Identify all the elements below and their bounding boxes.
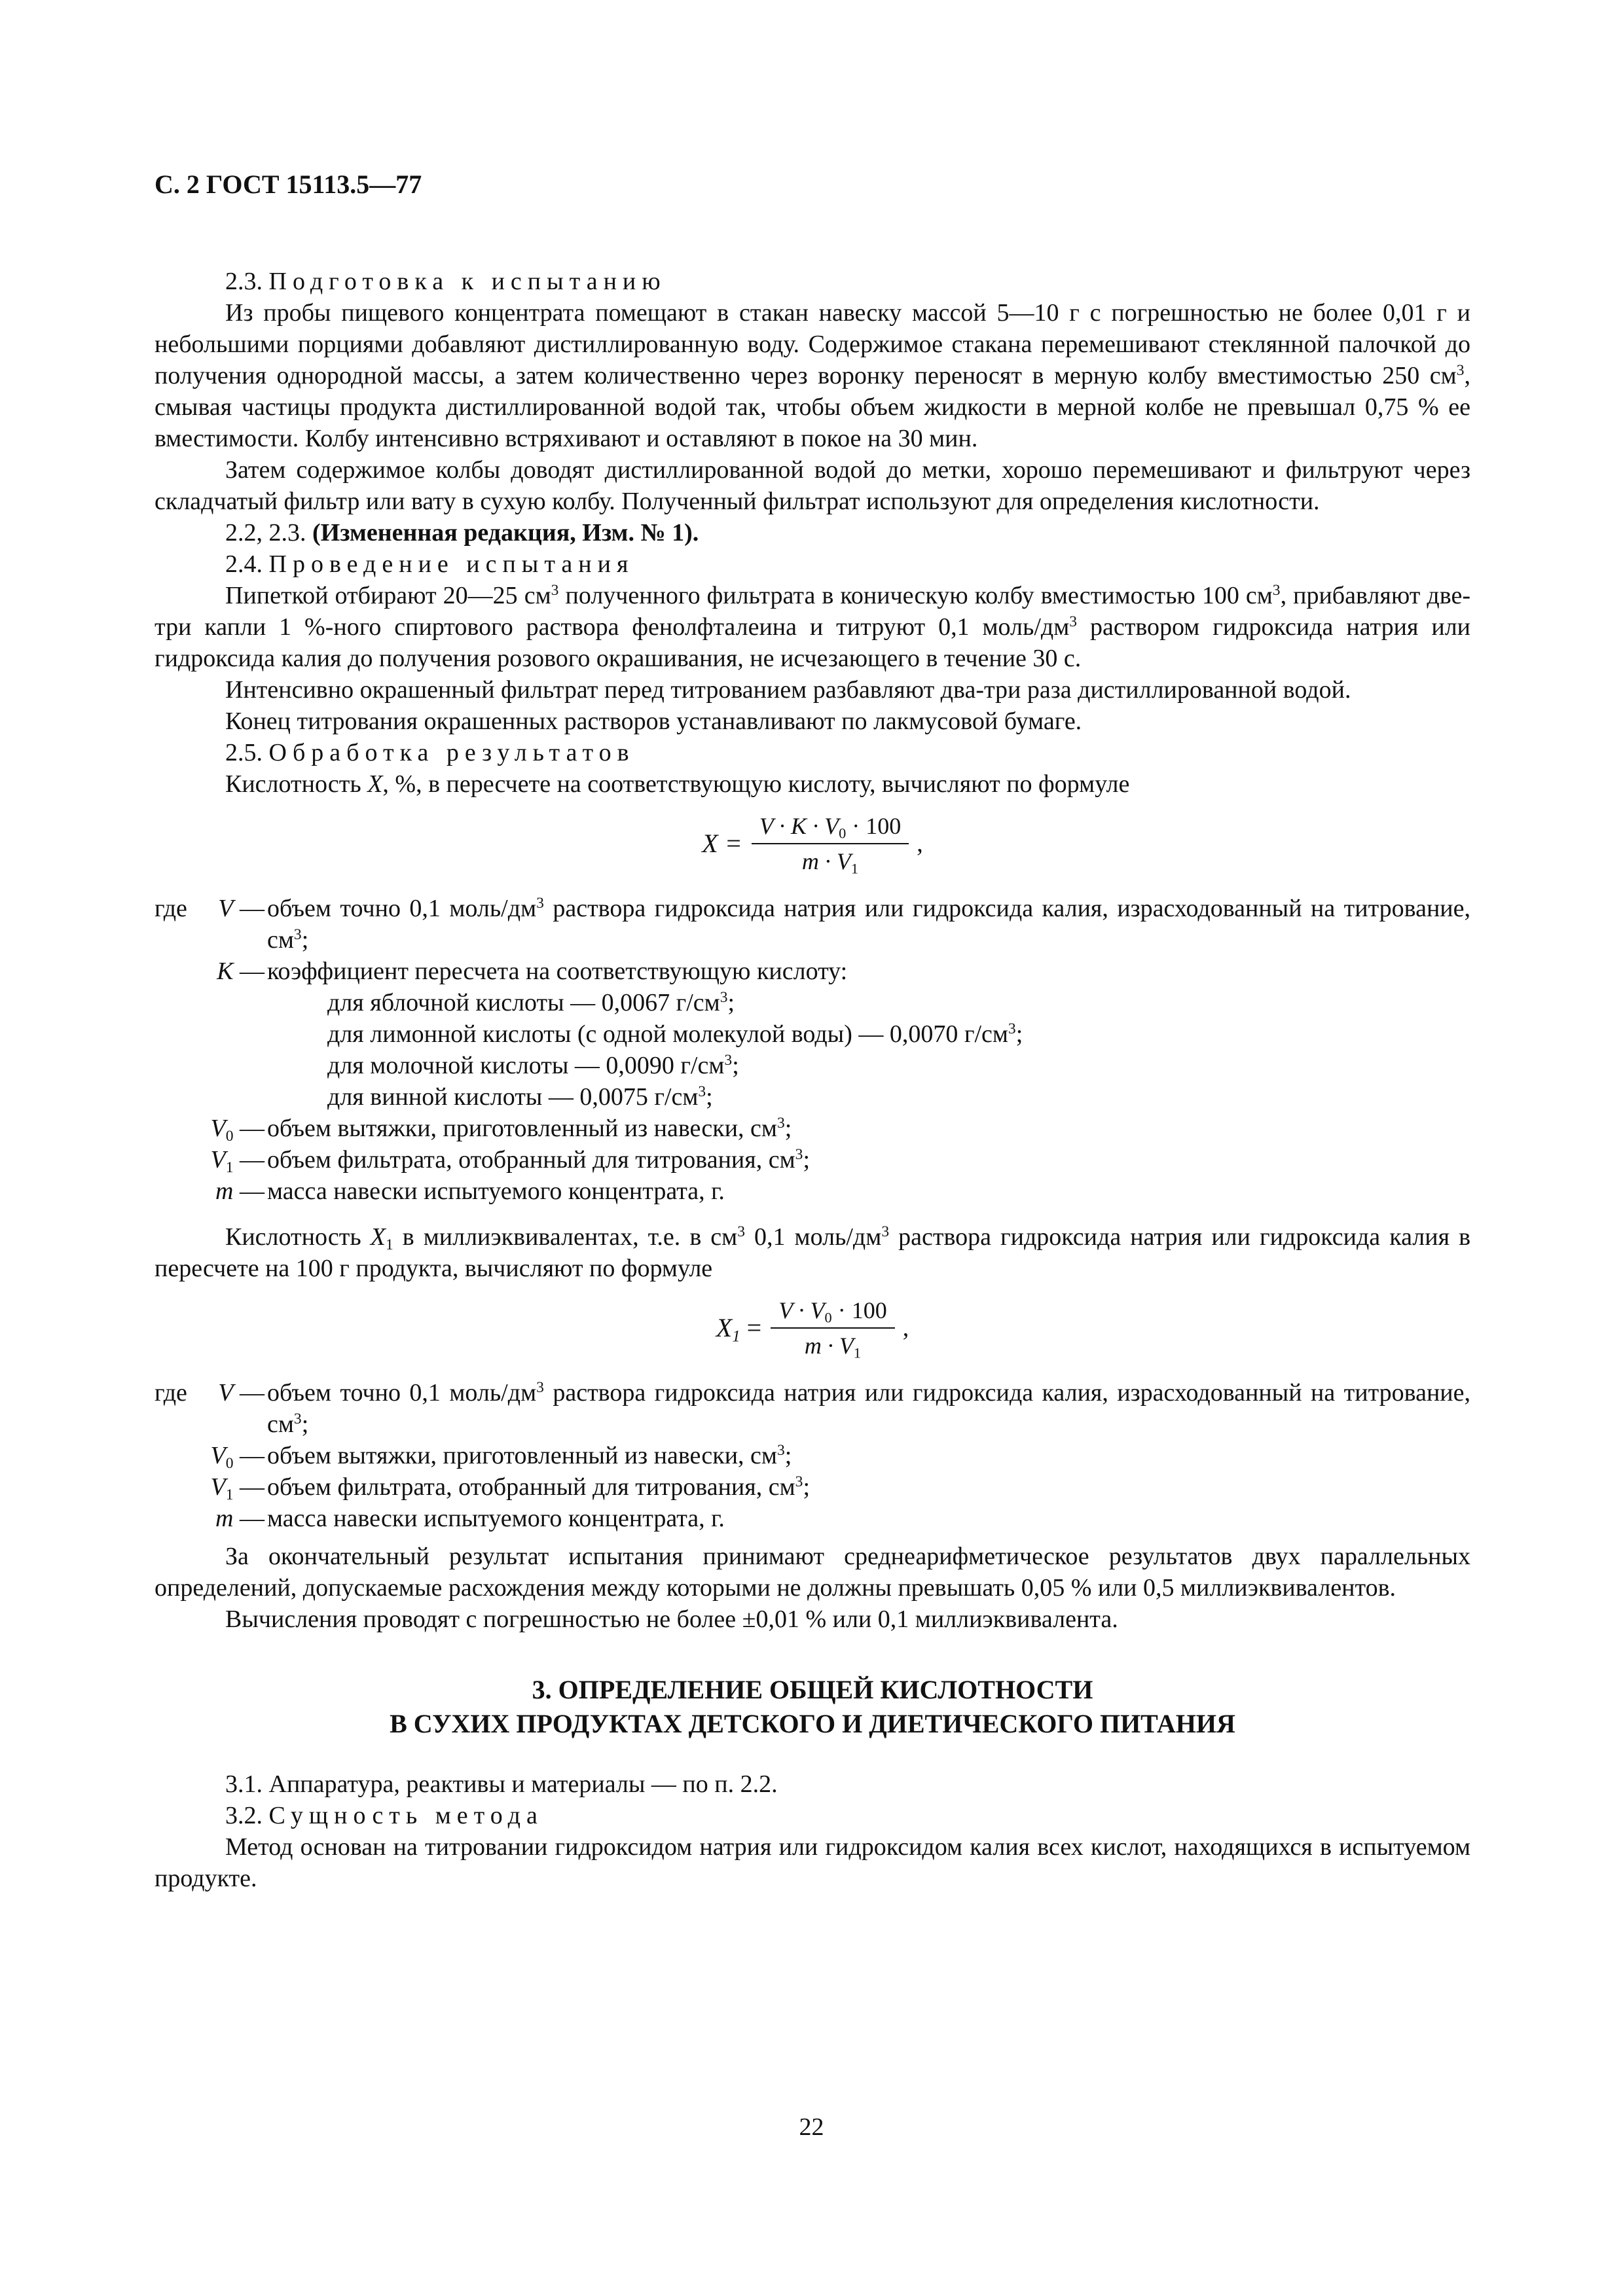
subsection-title: Обработка результатов [268, 739, 635, 766]
subsection-2-3-heading [155, 266, 1470, 297]
section-3-heading: 3. ОПРЕДЕЛЕНИЕ ОБЩЕЙ КИСЛОТНОСТИ В СУХИХ ПРОДУКТАХ ДЕТСКОГО И ДИЕТИЧЕСКОГО ПИТАНИЯ [390, 1675, 1235, 1738]
definition-v1: $V_1$ — объем фильтрата, отобранный для титрования, $см^3$; [210, 1146, 810, 1177]
subsection-title: Проведение испытания [268, 550, 634, 578]
subsection-number: 2.5. [225, 739, 269, 766]
definition-v1: $V_1$ — объем фильтрата, отобранный для титрования, $см^3$; [210, 1473, 810, 1504]
paragraph: Вычисления проводят с погрешностью не более ±0,01 % или 0,1 миллиэквивалента. [225, 1605, 1118, 1633]
definition-k: K — коэффициент пересчета на соответствующую кислоту: для яблочной кислоты — 0,0067 $г/см^3$; для лимонной кислоты (с одной молекулой воды) — 0,0070 $г/см^3$; для молочной кислоты — 0,0090 $г/см^3$; для винной кислоты — 0,0075 $г/см^3$; [155, 956, 1470, 1113]
formula-1-definitions [155, 893, 1470, 1207]
paragraph: Из пробы пищевого концентрата помещают в стакан навеску массой 5—10 г с погрешностью не более 0,01 г и небольшими порциями добавляют дистиллированную воду. Содержимое стакана перемешивают стеклянной палочкой до получения однородной массы, а затем количественно через воронку переносят в мерную колбу вместимостью 250 $см^3$, смывая частицы продукта дистиллированной водой так, чтобы объем жидкости в мерной колбе не превышал 0,75 % ее вместимости. Колбу интенсивно встряхивают и оставляют в покое на 30 мин. [155, 299, 1470, 452]
paragraph: Затем содержимое колбы доводят дистиллированной водой до метки, хорошо перемешивают и фильтруют через складчатый фильтр или вату в сухую колбу. Полученный фильтрат используют для определения кислотности. [155, 456, 1470, 515]
formula-numerator: $V \cdot K \cdot V_0 \cdot 100$ [759, 813, 902, 842]
formula-2-definitions [155, 1377, 1470, 1534]
acidity-formula: X = $\frac{V \cdot K \cdot V_0 \cdot 100}{m \cdot V_1}$ , [702, 813, 923, 877]
formula-numerator: $V \cdot V_0 \cdot 100$ [778, 1297, 887, 1326]
subsection-2-5-heading [155, 737, 1470, 768]
list-item: для яблочной кислоты — 0,0067 $г/см^3$; [327, 989, 735, 1016]
page-header: С. 2 ГОСТ 15113.5—77 [155, 170, 422, 199]
subsection-number: 3.2. [225, 1802, 269, 1829]
paragraph: 3.1. Аппаратура, реактивы и материалы — по п. 2.2. [225, 1770, 778, 1798]
list-item: для лимонной кислоты (с одной молекулой воды) — 0,0070 $г/см^3$; [327, 1020, 1023, 1048]
formula-fraction [752, 812, 909, 876]
list-item: для молочной кислоты — 0,0090 $г/см^3$; [327, 1052, 739, 1079]
subsection-title: Сущность метода [268, 1802, 543, 1829]
paragraph: Пипеткой отбирают 20—25 $см^3$ полученного фильтрата в коническую колбу вместимостью 100 $см^3$, прибавляют две-три капли 1 %-ного спиртового раствора фенолфталеина и титруют 0,1 моль/$дм^3$ раствором гидроксида натрия или гидроксида калия до получения розового окрашивания, не исчезающего в течение 30 с. [155, 582, 1470, 672]
paragraph: Кислотность $X_1$ в миллиэквивалентах, т.е. в $см^3$ 0,1 моль/$дм^3$ раствора гидроксида натрия или гидроксида калия в пересчете на 100 г продукта, вычисляют по формуле [155, 1223, 1471, 1282]
subsection-3-2-heading [155, 1800, 1470, 1831]
acidity-meq-formula: $X_1$ = $\frac{V \cdot V_0 \cdot 100}{m \cdot V_1}$ , [716, 1297, 909, 1361]
definition-v: где V — объем точно 0,1 моль/$дм^3$ раствора гидроксида натрия или гидроксида калия, израсходованный на титрование, $см^3$; [155, 895, 1470, 954]
paragraph: Метод основан на титровании гидроксидом натрия или гидроксидом калия всех кислот, находящихся в испытуемом продукте. [155, 1833, 1470, 1892]
acid-coefficients-list [267, 987, 1470, 1113]
paragraph: За окончательный результат испытания принимают среднеарифметическое результатов двух параллельных определений, допускаемые расхождения между которыми не должны превышать 0,05 % или 0,5 миллиэквивалентов. [155, 1543, 1470, 1602]
definition-m: m — масса навески испытуемого концентрата, г. [215, 1505, 725, 1532]
paragraph: Интенсивно окрашенный фильтрат перед титрованием разбавляют два-три раза дистиллированной водой. [225, 676, 1351, 704]
definition-m: m — масса навески испытуемого концентрата, г. [215, 1177, 725, 1205]
formula-fraction [771, 1296, 895, 1360]
formula-denominator: $m \cdot V_1$ [801, 848, 859, 877]
amendment-note: 2.2, 2.3. (Измененная редакция, Изм. № 1). [225, 519, 699, 547]
subsection-number: 2.3. [225, 268, 269, 295]
formula-denominator: $m \cdot V_1$ [804, 1333, 862, 1361]
list-item: для винной кислоты — 0,0075 $г/см^3$; [327, 1083, 713, 1111]
subsection-2-4-heading [155, 548, 1470, 580]
subsection-number: 2.4. [225, 550, 269, 578]
paragraph: Конец титрования окрашенных растворов устанавливают по лакмусовой бумаге. [225, 708, 1082, 735]
document-body [155, 169, 1470, 1894]
definition-v: где V — объем точно 0,1 моль/$дм^3$ раствора гидроксида натрия или гидроксида калия, израсходованный на титрование, $см^3$; [155, 1379, 1470, 1438]
subsection-title: Подготовка к испытанию [268, 268, 666, 295]
definition-v0: $V_0$ — объем вытяжки, приготовленный из навески, $см^3$; [210, 1115, 792, 1145]
page-number: 22 [799, 2113, 824, 2141]
definition-v0: $V_0$ — объем вытяжки, приготовленный из навески, $см^3$; [210, 1442, 792, 1473]
paragraph: Кислотность X, %, в пересчете на соответствующую кислоту, вычисляют по формуле [225, 770, 1130, 798]
